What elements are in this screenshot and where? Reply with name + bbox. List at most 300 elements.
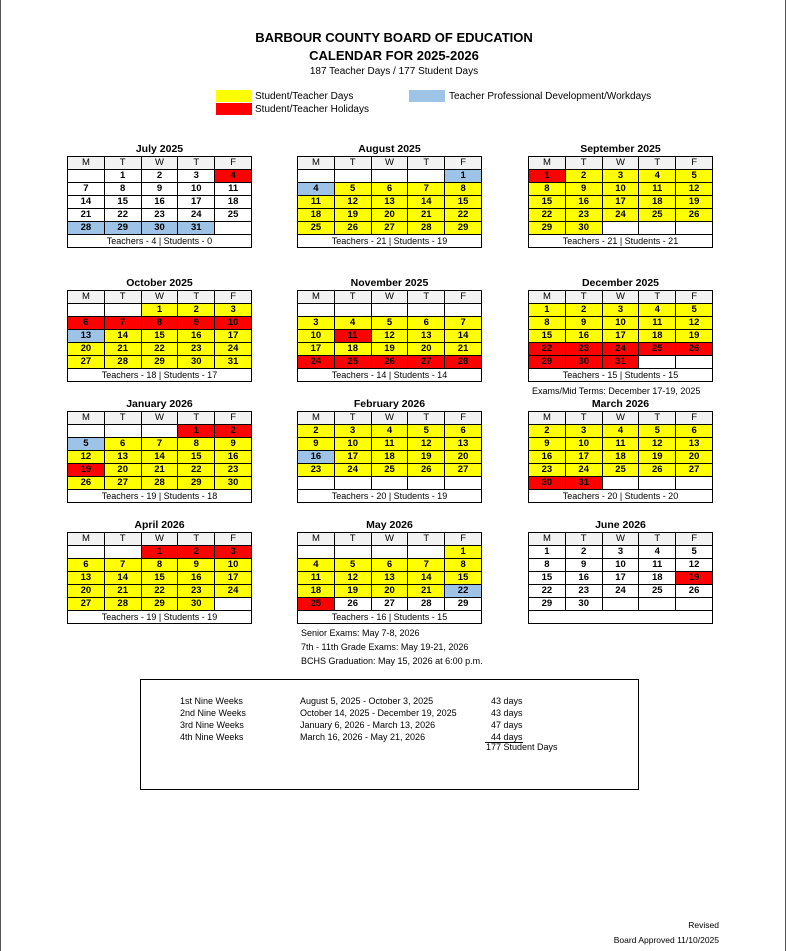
day-cell: 26 [676, 585, 713, 598]
week-row [529, 559, 713, 572]
day-cell: 28 [68, 222, 105, 235]
day-cell: 15 [445, 572, 482, 585]
weekday-header: W [141, 291, 178, 304]
weekday-header: M [529, 157, 566, 170]
day-cell: 10 [178, 183, 215, 196]
weekday-header: F [445, 291, 482, 304]
day-cell: 2 [565, 546, 602, 559]
day-cell [408, 477, 445, 490]
may-note: BCHS Graduation: May 15, 2026 at 6:00 p.m. [301, 656, 483, 666]
week-row [529, 438, 713, 451]
month-calendar [67, 519, 252, 624]
day-cell: 10 [602, 183, 639, 196]
week-row [68, 317, 252, 330]
day-cell: 27 [68, 356, 105, 369]
day-cell: 6 [371, 559, 408, 572]
day-cell: 7 [104, 317, 141, 330]
day-cell: 18 [371, 451, 408, 464]
subtitle-calendar: CALENDAR FOR 2025-2026 [309, 48, 479, 63]
period-name: 4th Nine Weeks [180, 732, 244, 742]
day-cell: 26 [408, 464, 445, 477]
weekday-header: F [445, 157, 482, 170]
period-days: 43 days [491, 708, 523, 718]
day-cell: 1 [445, 546, 482, 559]
month-calendar [297, 398, 482, 503]
day-cell: 5 [639, 425, 676, 438]
week-row [529, 356, 713, 369]
day-cell: 17 [602, 330, 639, 343]
day-cell: 21 [104, 343, 141, 356]
day-cell: 16 [565, 330, 602, 343]
weekday-header: M [529, 533, 566, 546]
day-cell: 30 [215, 477, 252, 490]
day-cell: 13 [68, 330, 105, 343]
day-cell: 18 [215, 196, 252, 209]
weekday-header: W [371, 157, 408, 170]
day-cell: 26 [676, 343, 713, 356]
day-cell: 8 [529, 317, 566, 330]
day-cell: 27 [445, 464, 482, 477]
day-cell [68, 425, 105, 438]
day-cell: 27 [408, 356, 445, 369]
week-row [68, 183, 252, 196]
weekday-header: W [602, 157, 639, 170]
legend-label: Student/Teacher Holidays [255, 104, 369, 115]
day-cell: 17 [602, 572, 639, 585]
weekday-header: M [298, 412, 335, 425]
weekday-header: F [215, 157, 252, 170]
day-cell: 28 [141, 477, 178, 490]
day-cell: 19 [676, 196, 713, 209]
day-cell: 3 [334, 425, 371, 438]
day-cell: 20 [445, 451, 482, 464]
day-cell: 2 [215, 425, 252, 438]
day-cell: 12 [408, 438, 445, 451]
day-cell: 2 [178, 546, 215, 559]
day-cell: 29 [529, 222, 566, 235]
day-cell [104, 425, 141, 438]
month-title: January 2026 [126, 398, 193, 410]
day-cell: 4 [639, 304, 676, 317]
day-cell: 25 [602, 464, 639, 477]
month-day-counts: Teachers - 16 | Students - 15 [298, 611, 482, 624]
day-cell: 14 [104, 572, 141, 585]
day-cell: 21 [104, 585, 141, 598]
day-cell: 5 [408, 425, 445, 438]
day-cell [639, 477, 676, 490]
day-cell: 11 [639, 317, 676, 330]
week-row [298, 464, 482, 477]
weekday-header: W [371, 291, 408, 304]
day-cell: 20 [104, 464, 141, 477]
day-cell: 3 [602, 546, 639, 559]
day-cell: 16 [298, 451, 335, 464]
weekday-header: M [298, 157, 335, 170]
day-cell: 28 [104, 598, 141, 611]
month-day-counts: Teachers - 18 | Students - 17 [68, 369, 252, 382]
weekday-header: M [529, 291, 566, 304]
month-day-counts: Teachers - 15 | Students - 15 [529, 369, 713, 382]
week-row [529, 170, 713, 183]
day-cell: 22 [178, 464, 215, 477]
week-row [529, 196, 713, 209]
weekday-header: M [529, 412, 566, 425]
weekday-header: T [104, 291, 141, 304]
day-cell: 11 [639, 559, 676, 572]
day-cell: 30 [565, 356, 602, 369]
day-cell: 6 [104, 438, 141, 451]
month-title: December 2025 [581, 277, 660, 289]
month-calendar [528, 143, 713, 248]
day-cell: 18 [602, 451, 639, 464]
weekday-header: T [408, 157, 445, 170]
month-day-counts: Teachers - 21 | Students - 21 [529, 235, 713, 248]
day-cell: 7 [68, 183, 105, 196]
week-row [68, 343, 252, 356]
week-row [298, 304, 482, 317]
day-cell: 13 [104, 451, 141, 464]
week-row [298, 477, 482, 490]
week-row [68, 170, 252, 183]
day-cell: 20 [676, 451, 713, 464]
day-cell: 5 [334, 559, 371, 572]
day-cell: 9 [141, 183, 178, 196]
day-cell: 19 [676, 330, 713, 343]
week-row [529, 304, 713, 317]
weekday-header: F [445, 412, 482, 425]
day-cell: 2 [529, 425, 566, 438]
day-cell [371, 546, 408, 559]
weekday-header: T [565, 412, 602, 425]
weekday-header: T [639, 533, 676, 546]
day-cell: 13 [68, 572, 105, 585]
day-cell: 1 [529, 546, 566, 559]
week-row [529, 222, 713, 235]
day-cell: 12 [371, 330, 408, 343]
day-cell: 12 [68, 451, 105, 464]
weekday-header: F [215, 291, 252, 304]
week-row [529, 343, 713, 356]
day-cell: 23 [565, 343, 602, 356]
weekday-header: T [639, 291, 676, 304]
day-cell: 16 [178, 572, 215, 585]
day-cell: 29 [141, 598, 178, 611]
period-dates: October 14, 2025 - December 19, 2025 [300, 708, 457, 718]
day-cell: 8 [178, 438, 215, 451]
day-cell: 12 [639, 438, 676, 451]
week-row [529, 598, 713, 611]
week-row [68, 546, 252, 559]
day-cell [371, 477, 408, 490]
day-counts: 187 Teacher Days / 177 Student Days [309, 66, 479, 77]
day-cell: 27 [68, 598, 105, 611]
day-cell: 15 [104, 196, 141, 209]
weekday-header: T [178, 412, 215, 425]
day-cell: 6 [68, 559, 105, 572]
day-cell: 16 [141, 196, 178, 209]
day-cell: 4 [602, 425, 639, 438]
day-cell [371, 304, 408, 317]
day-cell: 9 [529, 438, 566, 451]
day-cell: 4 [371, 425, 408, 438]
day-cell: 24 [602, 585, 639, 598]
month-title: August 2025 [358, 143, 421, 155]
revised-label: Revised [688, 920, 719, 930]
day-cell: 22 [445, 209, 482, 222]
day-cell: 10 [298, 330, 335, 343]
day-cell: 18 [639, 572, 676, 585]
day-cell: 29 [445, 598, 482, 611]
day-cell: 12 [676, 317, 713, 330]
day-cell: 21 [68, 209, 105, 222]
day-cell: 25 [334, 356, 371, 369]
week-row [529, 585, 713, 598]
day-cell: 26 [68, 477, 105, 490]
weekday-header: F [676, 157, 713, 170]
day-cell: 16 [565, 196, 602, 209]
day-cell [676, 477, 713, 490]
week-row [298, 170, 482, 183]
day-cell: 9 [298, 438, 335, 451]
day-cell: 24 [602, 343, 639, 356]
day-cell: 21 [408, 585, 445, 598]
day-cell: 23 [141, 209, 178, 222]
day-cell: 13 [408, 330, 445, 343]
day-cell: 4 [215, 170, 252, 183]
weekday-header: T [334, 157, 371, 170]
day-cell: 17 [565, 451, 602, 464]
day-cell: 31 [215, 356, 252, 369]
day-cell: 11 [215, 183, 252, 196]
day-cell: 29 [529, 598, 566, 611]
day-cell: 18 [334, 343, 371, 356]
month-day-counts: Teachers - 21 | Students - 19 [298, 235, 482, 248]
day-cell: 7 [445, 317, 482, 330]
week-row [529, 425, 713, 438]
day-cell: 22 [141, 585, 178, 598]
month-calendar [528, 277, 713, 382]
day-cell: 3 [215, 546, 252, 559]
weekday-header: T [408, 291, 445, 304]
month-calendar [297, 519, 482, 624]
day-cell: 6 [408, 317, 445, 330]
weekday-header: M [68, 157, 105, 170]
day-cell: 9 [565, 559, 602, 572]
week-row [298, 559, 482, 572]
day-cell: 2 [565, 304, 602, 317]
day-cell: 1 [529, 170, 566, 183]
day-cell: 28 [408, 222, 445, 235]
day-cell: 25 [215, 209, 252, 222]
day-cell: 12 [334, 572, 371, 585]
day-cell: 27 [676, 464, 713, 477]
day-cell [602, 477, 639, 490]
day-cell: 4 [639, 170, 676, 183]
day-cell: 22 [445, 585, 482, 598]
week-row [529, 464, 713, 477]
day-cell: 25 [639, 585, 676, 598]
day-cell: 16 [215, 451, 252, 464]
week-row [529, 546, 713, 559]
day-cell: 7 [408, 559, 445, 572]
december-note: Exams/Mid Terms: December 17-19, 2025 [532, 386, 701, 396]
day-cell: 3 [178, 170, 215, 183]
day-cell: 29 [141, 356, 178, 369]
day-cell: 3 [298, 317, 335, 330]
period-name: 3rd Nine Weeks [180, 720, 244, 730]
day-cell: 9 [215, 438, 252, 451]
day-cell: 24 [215, 585, 252, 598]
day-cell: 8 [141, 317, 178, 330]
day-cell: 17 [215, 572, 252, 585]
day-cell [334, 477, 371, 490]
day-cell [445, 477, 482, 490]
day-cell: 22 [529, 343, 566, 356]
day-cell [639, 222, 676, 235]
day-cell: 3 [215, 304, 252, 317]
day-cell: 12 [334, 196, 371, 209]
day-cell: 22 [529, 585, 566, 598]
day-cell [639, 356, 676, 369]
may-note: Senior Exams: May 7-8, 2026 [301, 628, 420, 638]
weekday-header: T [565, 157, 602, 170]
week-row [529, 451, 713, 464]
weekday-header: T [639, 157, 676, 170]
week-row [298, 209, 482, 222]
day-cell: 20 [68, 585, 105, 598]
day-cell: 5 [334, 183, 371, 196]
legend-swatch-red [216, 103, 252, 115]
day-cell: 13 [371, 572, 408, 585]
day-cell: 7 [104, 559, 141, 572]
day-cell [104, 304, 141, 317]
month-day-counts: Teachers - 20 | Students - 19 [298, 490, 482, 503]
weekday-header: W [141, 533, 178, 546]
day-cell: 15 [445, 196, 482, 209]
weekday-header: W [141, 412, 178, 425]
day-cell: 8 [104, 183, 141, 196]
day-cell: 26 [334, 222, 371, 235]
day-cell: 29 [104, 222, 141, 235]
day-cell: 13 [371, 196, 408, 209]
day-cell [602, 598, 639, 611]
day-cell: 3 [565, 425, 602, 438]
day-cell: 15 [141, 572, 178, 585]
month-title: November 2025 [350, 277, 429, 289]
month-title: April 2026 [134, 519, 185, 531]
day-cell [445, 304, 482, 317]
weekday-header: W [141, 157, 178, 170]
week-row [68, 585, 252, 598]
day-cell: 14 [408, 572, 445, 585]
day-cell [215, 598, 252, 611]
day-cell: 11 [298, 196, 335, 209]
week-row [68, 559, 252, 572]
month-day-counts: Teachers - 14 | Students - 14 [298, 369, 482, 382]
day-cell: 19 [334, 585, 371, 598]
week-row [68, 330, 252, 343]
legend-swatch-blue [409, 90, 445, 102]
day-cell: 19 [371, 343, 408, 356]
day-cell [68, 304, 105, 317]
weekday-header: T [178, 533, 215, 546]
weekday-header: F [445, 533, 482, 546]
day-cell: 14 [445, 330, 482, 343]
weekday-header: T [104, 412, 141, 425]
day-cell: 17 [215, 330, 252, 343]
day-cell: 28 [408, 598, 445, 611]
week-row [68, 304, 252, 317]
weekday-header: W [602, 412, 639, 425]
day-cell: 17 [298, 343, 335, 356]
weekday-header: T [334, 412, 371, 425]
day-cell: 27 [371, 222, 408, 235]
day-cell: 30 [565, 222, 602, 235]
day-cell: 30 [178, 598, 215, 611]
day-cell: 13 [445, 438, 482, 451]
day-cell: 3 [602, 304, 639, 317]
day-cell: 14 [104, 330, 141, 343]
day-cell: 30 [565, 598, 602, 611]
day-cell [104, 546, 141, 559]
day-cell: 15 [529, 330, 566, 343]
day-cell: 15 [529, 196, 566, 209]
day-cell: 6 [371, 183, 408, 196]
day-cell: 11 [334, 330, 371, 343]
week-row [68, 598, 252, 611]
month-calendar [67, 398, 252, 503]
day-cell: 26 [371, 356, 408, 369]
day-cell: 28 [445, 356, 482, 369]
day-cell: 17 [334, 451, 371, 464]
day-cell [298, 477, 335, 490]
month-day-counts: Teachers - 4 | Students - 0 [68, 235, 252, 248]
day-cell: 5 [68, 438, 105, 451]
legend-swatch-yellow [216, 90, 252, 102]
day-cell: 3 [602, 170, 639, 183]
day-cell: 5 [371, 317, 408, 330]
day-cell: 23 [529, 464, 566, 477]
week-row [298, 356, 482, 369]
day-cell: 5 [676, 170, 713, 183]
week-row [298, 572, 482, 585]
week-row [68, 425, 252, 438]
day-cell: 8 [141, 559, 178, 572]
day-cell: 23 [215, 464, 252, 477]
weekday-header: T [334, 291, 371, 304]
day-cell: 10 [215, 317, 252, 330]
day-cell: 31 [565, 477, 602, 490]
day-cell: 1 [178, 425, 215, 438]
day-cell: 25 [298, 598, 335, 611]
day-cell: 4 [298, 559, 335, 572]
day-cell: 2 [178, 304, 215, 317]
day-cell: 17 [178, 196, 215, 209]
period-name: 2nd Nine Weeks [180, 708, 246, 718]
week-row [68, 464, 252, 477]
day-cell: 19 [676, 572, 713, 585]
day-cell: 25 [639, 343, 676, 356]
weekday-header: T [639, 412, 676, 425]
week-row [298, 330, 482, 343]
day-cell [408, 546, 445, 559]
day-cell: 30 [529, 477, 566, 490]
day-cell: 9 [565, 317, 602, 330]
week-row [529, 183, 713, 196]
weekday-header: T [178, 157, 215, 170]
week-row [529, 572, 713, 585]
week-row [529, 317, 713, 330]
